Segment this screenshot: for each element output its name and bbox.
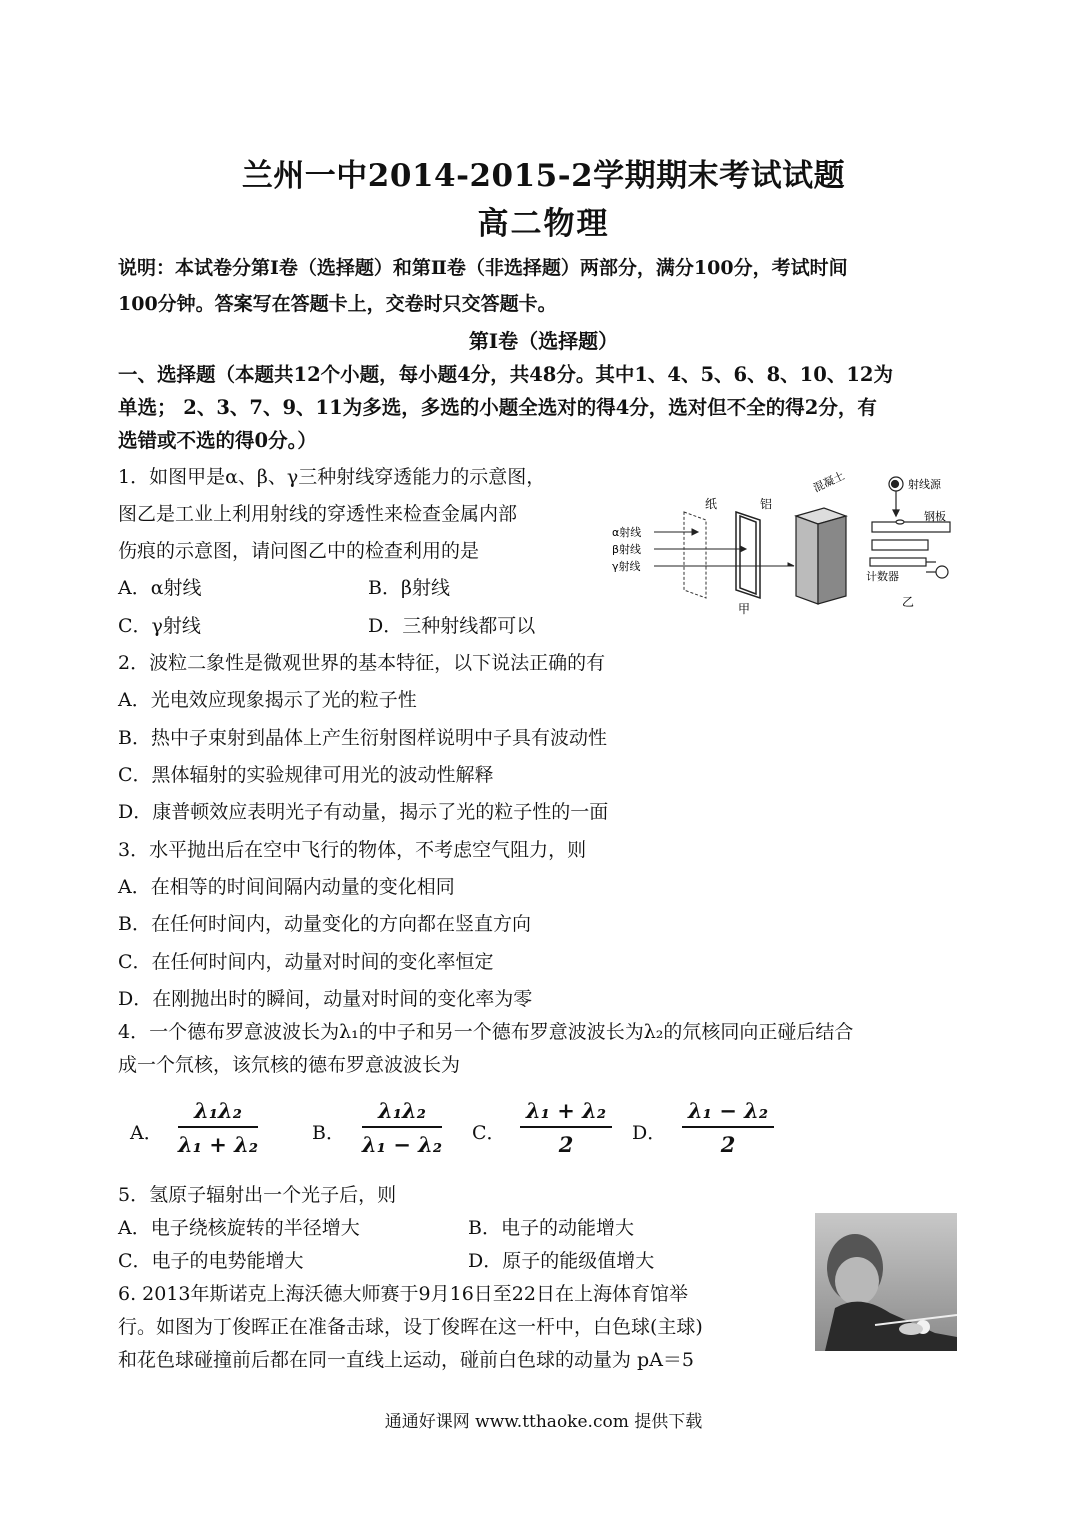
q4-option-b-numerator: λ₁λ₂ xyxy=(362,1098,442,1128)
q6-stem-line: 和花色球碰撞前后都在同一直线上运动，碰前白色球的动量为 pA＝5 xyxy=(118,1349,695,1371)
aluminum-label: 铝 xyxy=(760,497,773,511)
q4-option-d-numerator: λ₁ − λ₂ xyxy=(682,1098,774,1128)
q2-option-c: C．黑体辐射的实验规律可用光的波动性解释 xyxy=(118,764,494,786)
instruction-line: 100分钟。答案写在答题卡上，交卷时只交答题卡。 xyxy=(118,293,557,315)
section-heading-line: 选错或不选的得0分。） xyxy=(118,429,317,452)
exam-subtitle: 高二物理 xyxy=(477,206,610,242)
inspection-setup-shape xyxy=(870,477,950,578)
q2-option-b: B．热中子束射到晶体上产生衍射图样说明中子具有波动性 xyxy=(118,727,607,749)
q2-stem: 2．波粒二象性是微观世界的基本特征，以下说法正确的有 xyxy=(118,652,606,674)
paper-label: 纸 xyxy=(705,497,718,511)
q4-option-c-fraction xyxy=(520,1098,612,1157)
q4-option-d-label: D． xyxy=(632,1122,667,1144)
instruction-line: 说明：本试卷分第Ⅰ卷（选择题）和第Ⅱ卷（非选择题）两部分，满分100分，考试时间 xyxy=(118,257,848,279)
q5-option-a: A．电子绕核旋转的半径增大 xyxy=(118,1217,360,1239)
volume-heading: 第Ⅰ卷（选择题） xyxy=(468,329,619,353)
q1-option-d: D．三种射线都可以 xyxy=(368,615,536,637)
q4-option-c-numerator: λ₁ + λ₂ xyxy=(520,1098,612,1128)
plate-label: 钢板 xyxy=(924,510,946,523)
q3-option-b: B．在任何时间内，动量变化的方向都在竖直方向 xyxy=(118,913,531,935)
q1-option-a: A．α射线 xyxy=(118,577,202,599)
q1-option-b: B．β射线 xyxy=(368,577,450,599)
q3-stem: 3．水平抛出后在空中飞行的物体，不考虑空气阻力，则 xyxy=(118,839,587,861)
source-label: 射线源 xyxy=(908,478,941,491)
q6-stem-line: 行。如图为丁俊晖正在准备击球，设丁俊晖在这一杆中，白色球(主球) xyxy=(118,1316,703,1338)
q4-option-b-denominator: λ₁ − λ₂ xyxy=(362,1132,443,1157)
q5-option-d: D．原子的能级值增大 xyxy=(468,1250,655,1272)
q1-option-c: C．γ射线 xyxy=(118,615,201,637)
paper-sheet-shape xyxy=(684,512,706,598)
ray-label-beta: β射线 xyxy=(612,543,642,556)
q5-option-b: B．电子的动能增大 xyxy=(468,1217,634,1239)
ray-label-gamma: γ射线 xyxy=(612,560,641,573)
q3-option-d: D．在刚抛出时的瞬间，动量对时间的变化率为零 xyxy=(118,988,533,1010)
page-footer: 通通好课网 www.tthaoke.com 提供下载 xyxy=(384,1412,703,1432)
q4-option-d-denominator: 2 xyxy=(720,1132,736,1157)
figure-label-jia: 甲 xyxy=(738,602,751,616)
q4-option-c-denominator: 2 xyxy=(558,1132,574,1157)
q3-option-c: C．在任何时间内，动量对时间的变化率恒定 xyxy=(118,951,494,973)
section-heading xyxy=(118,358,973,457)
q5-option-c: C．电子的电势能增大 xyxy=(118,1250,304,1272)
q4-option-b-label: B． xyxy=(312,1122,345,1144)
snooker-player-photo xyxy=(815,1213,957,1351)
instructions xyxy=(118,250,973,322)
counter-label: 计数器 xyxy=(866,570,899,583)
section-heading-line: 单选； 2、3、7、9、11为多选，多选的小题全选对的得4分，选对但不全的得2分，有 xyxy=(118,396,877,419)
q1-figure xyxy=(610,468,970,618)
ray-arrows xyxy=(654,529,794,566)
figure-label-yi: 乙 xyxy=(902,595,915,609)
exam-title: 兰州一中2014-2015-2学期期末考试试题 xyxy=(241,158,846,194)
section-heading-line: 一、选择题（本题共12个小题，每小题4分，共48分。其中1、4、5、6、8、10、12为 xyxy=(118,363,893,386)
q4-option-a-denominator: λ₁ + λ₂ xyxy=(178,1132,259,1157)
ray-label-alpha: α射线 xyxy=(612,526,642,539)
concrete-label: 混凝土 xyxy=(811,469,847,495)
q3-option-a: A．在相等的时间间隔内动量的变化相同 xyxy=(118,876,455,898)
q4-option-a-fraction xyxy=(178,1098,258,1157)
q1-stem-line: 1．如图甲是α、β、γ三种射线穿透能力的示意图， xyxy=(118,466,546,488)
q4-stem-line: 4．一个德布罗意波波长为λ₁的中子和另一个德布罗意波波长为λ₂的氘核同向正碰后结合 xyxy=(118,1021,854,1043)
q2-option-a: A．光电效应现象揭示了光的粒子性 xyxy=(118,689,417,711)
q4-option-a-label: A． xyxy=(130,1122,163,1144)
concrete-block-shape xyxy=(796,508,846,604)
q4-option-c-label: C． xyxy=(472,1122,506,1144)
q4-option-d-fraction xyxy=(682,1098,774,1157)
q4-option-a-numerator: λ₁λ₂ xyxy=(178,1098,258,1128)
q4-stem-line: 成一个氘核，该氘核的德布罗意波波长为 xyxy=(118,1054,461,1076)
q1-stem-line: 伤痕的示意图，请问图乙中的检查利用的是 xyxy=(118,540,480,562)
q2-option-d: D．康普顿效应表明光子有动量，揭示了光的粒子性的一面 xyxy=(118,801,609,823)
q4-option-b-fraction xyxy=(362,1098,442,1157)
q1-stem-line: 图乙是工业上利用射线的穿透性来检查金属内部 xyxy=(118,503,518,525)
q6-stem-line: 6. 2013年斯诺克上海沃德大师赛于9月16日至22日在上海体育馆举 xyxy=(118,1283,688,1305)
q5-stem: 5．氢原子辐射出一个光子后，则 xyxy=(118,1184,397,1206)
aluminum-plate-shape xyxy=(736,512,760,598)
